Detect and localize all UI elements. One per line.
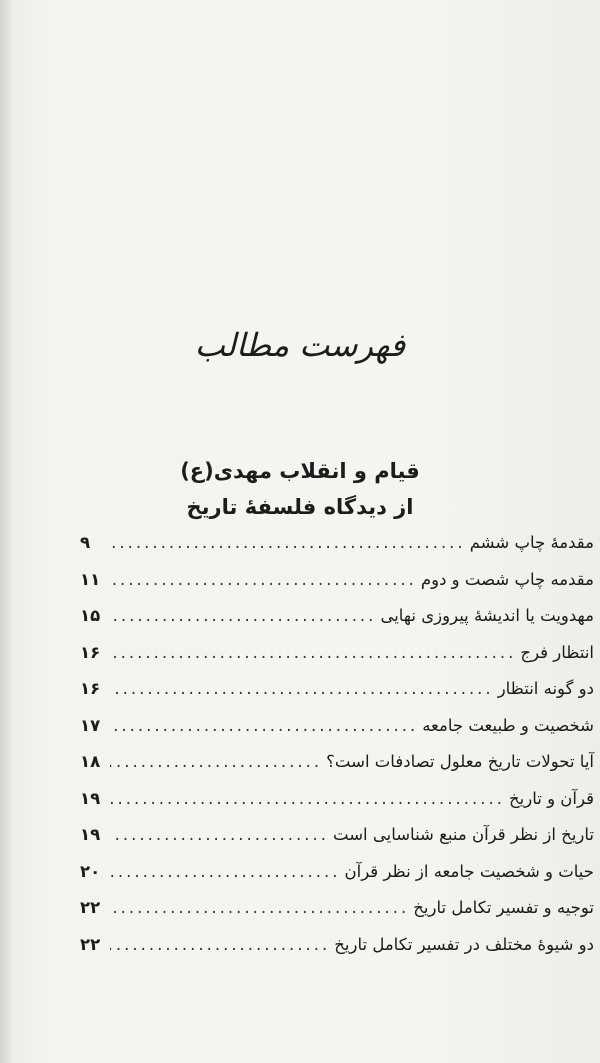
toc-entry-label: شخصیت و طبیعت جامعه [422,715,594,735]
toc-entry[interactable] [80,643,594,680]
toc-entry[interactable] [80,862,594,899]
toc-entry-label: تاریخ از نظر قرآن منبع شناسایی است [333,825,594,844]
toc-entry-label: آیا تحولات تاریخ معلول تصادفات است؟ [326,752,594,771]
toc-leader-dots [110,533,466,552]
table-of-contents [80,533,594,971]
toc-entry[interactable] [80,825,594,862]
toc-leader-dots [110,570,417,589]
toc-entry-page: ۱۷ [80,715,101,735]
section-title: فهرست مطالب [194,326,406,364]
book-title-line-2: از دیدگاه فلسفهٔ تاریخ [186,495,414,519]
toc-entry-page: ۱۵ [80,606,101,625]
toc-leader-dots [110,606,376,625]
toc-entry[interactable] [80,898,594,935]
toc-entry-page: ۱۶ [80,642,101,662]
toc-entry-page: ۲۲ [80,898,101,917]
toc-entry-label: حیات و شخصیت جامعه از نظر قرآن [344,861,594,881]
toc-leader-dots [110,679,494,698]
toc-entry[interactable] [80,679,594,716]
toc-entry-label: دو شیوهٔ مختلف در تفسیر تکامل تاریخ [334,934,594,954]
toc-entry-page: ۱۶ [80,679,101,698]
toc-entry-label: توجیه و تفسیر تکامل تاریخ [413,898,594,917]
toc-entry[interactable] [80,716,594,753]
toc-leader-dots [110,716,418,735]
toc-entry-label: دو گونه انتظار [497,679,594,698]
toc-entry-page: ۱۹ [80,788,101,808]
page-edge-shadow [0,0,14,1063]
toc-leader-dots [110,825,329,844]
toc-entry-page: ۲۲ [80,934,101,954]
toc-entry[interactable] [80,935,594,972]
toc-entry-page: ۱۱ [80,569,101,589]
toc-entry[interactable] [80,533,594,570]
toc-leader-dots [110,935,330,954]
toc-leader-dots [110,898,409,917]
toc-entry-label: مقدمه چاپ شصت و دوم [420,569,594,589]
toc-leader-dots [110,789,505,808]
toc-entry[interactable] [80,606,594,643]
toc-entry-label: مقدمهٔ چاپ ششم [469,533,594,552]
toc-entry-page: ۲۰ [80,861,101,881]
book-title-line-1: قیام و انقلاب مهدی(ع) [180,459,420,483]
toc-leader-dots [110,752,322,771]
toc-leader-dots [110,643,516,662]
toc-leader-dots [110,862,341,881]
toc-entry-page: ۱۸ [80,752,101,771]
toc-entry-page: ۱۹ [80,825,101,844]
toc-entry-label: قرآن و تاریخ [509,788,594,808]
toc-entry[interactable] [80,752,594,789]
toc-entry[interactable] [80,570,594,607]
toc-entry-page: ۹ [80,533,91,552]
toc-entry[interactable] [80,789,594,826]
toc-entry-label: انتظار فرج [520,642,594,662]
toc-entry-label: مهدویت یا اندیشهٔ پیروزی نهایی [380,606,594,625]
